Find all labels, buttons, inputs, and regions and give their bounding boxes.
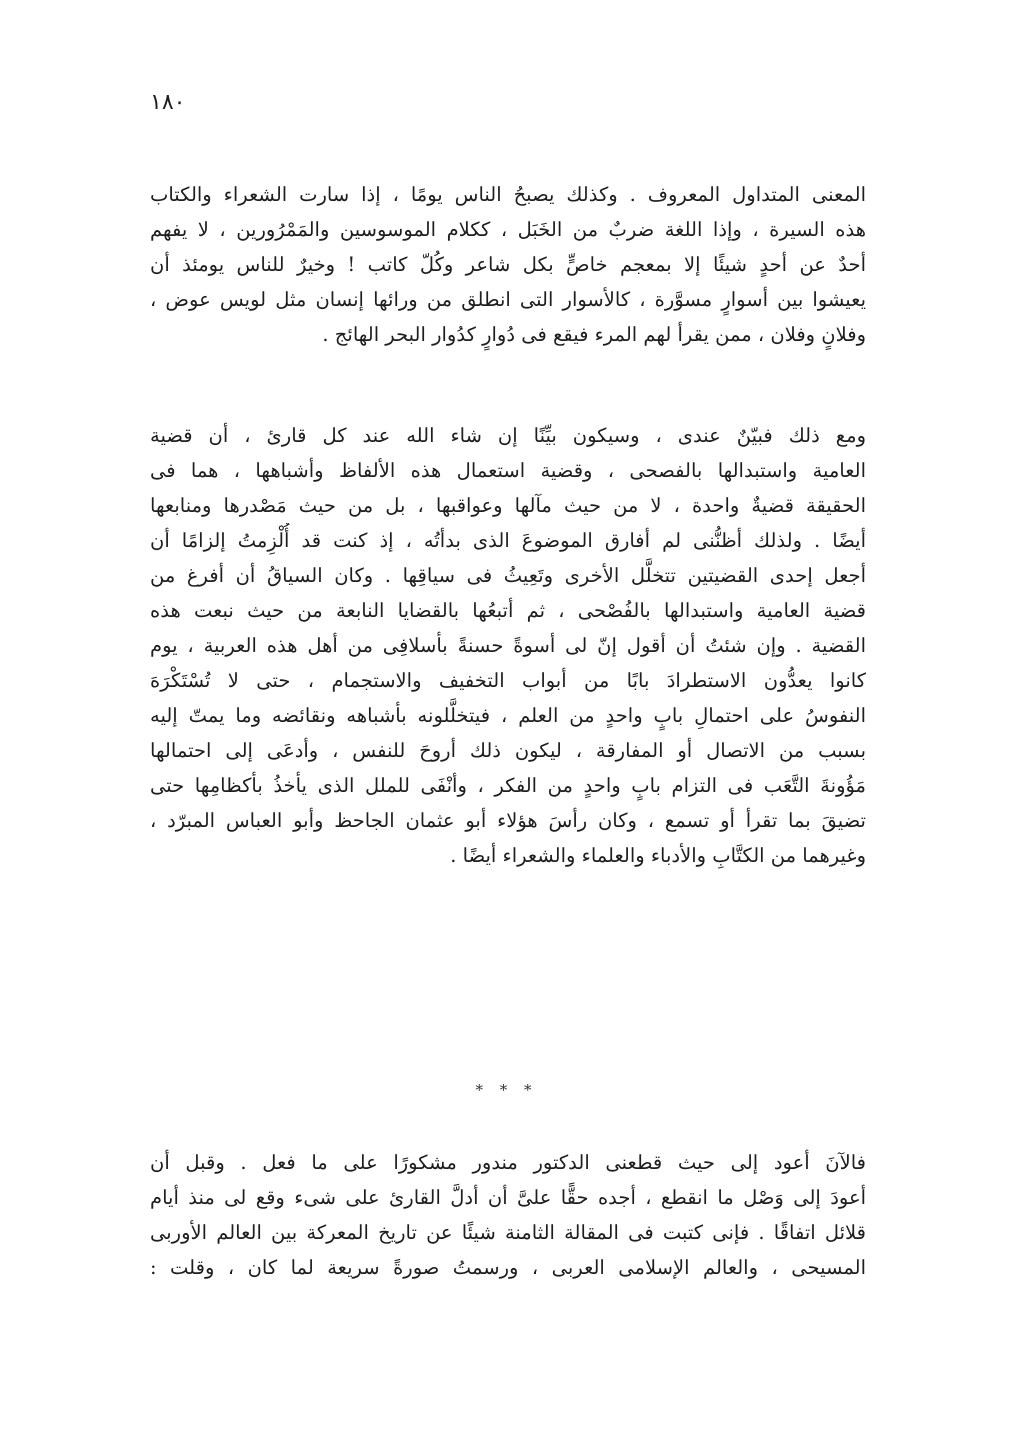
text-line: القضية . وإن شئتُ أن أقول إنّ لى أسوةً حسنةً بأسلافِى من أهل هذه العربية ، يوم [150, 634, 866, 657]
text-line: أيضًا . ولذلك أظنُّنى لم أفارق الموضوعَ الذى بدأتُه ، إذ كنت قد أُلْزِمتُ إلزامًا أن [150, 529, 866, 552]
paragraph-1 [150, 177, 866, 352]
text-line: أعودَ إلى وَصْل ما انقطع ، أجده حقًّا علىَّ أن أدلَّ القارئ على شىء وقع لى منذ أيام [150, 1186, 866, 1209]
paragraph-2 [150, 418, 866, 873]
paragraph-3 [150, 1145, 866, 1285]
text-line: المعنى المتداول المعروف . وكذلك يصبحُ الناس يومًا ، إذا سارت الشعراء والكتاب [150, 183, 866, 206]
section-separator: * * * [475, 1081, 538, 1099]
text-line: أحدٌ عن أحدٍ شيئًا إلا بمعجم خاصٍّ بكل شاعر وكُلّ كاتب ! وخيرٌ للناس يومئذ أن [150, 253, 866, 276]
text-line: ومع ذلك فبيّنٌ عندى ، وسيكون بيِّنًا إن شاء الله عند كل قارئ ، أن قضية [150, 424, 866, 447]
text-line: قلائل اتفاقًا . فإنى كتبت فى المقالة الثامنة شيئًا عن تاريخ المعركة بين العالم الأوربى [150, 1221, 866, 1244]
text-line: قضية العامية واستبدالها بالفُصْحى ، ثم أتبعُها بالقضايا النابعة من حيث نبعت هذه [150, 599, 866, 622]
text-line: وفلانٍ وفلان ، ممن يقرأ لهم المرء فيقع فى دُوارٍ كدُوار البحر الهائج . [322, 323, 866, 346]
text-line: وغيرهما من الكتَّابِ والأدباء والعلماء والشعراء أيضًا . [450, 844, 866, 867]
text-line: المسيحى ، والعالم الإسلامى العربى ، ورسمتُ صورةً سريعة لما كان ، وقلت : [150, 1256, 866, 1279]
text-line: الحقيقة قضيةٌ واحدة ، لا من حيث مآلها وعواقبها ، بل من حيث مَصْدرها ومنابعها [150, 494, 866, 517]
text-line: النفوسُ على احتمالِ بابٍ واحدٍ من العلم ، فيتخلَّلونه بأشباهه ونقائضه وما يمتّ إليه [150, 704, 866, 727]
text-line: أجعل إحدى القضيتين تتخلَّل الأخرى وتَعِيثُ فى سياقِها . وكان السياقُ أن أفرغ من [150, 564, 866, 587]
text-line: فالآنَ أعود إلى حيث قطعنى الدكتور مندور مشكورًا على ما فعل . وقبل أن [150, 1151, 866, 1174]
text-line: هذه السيرة ، وإذا اللغة ضربٌ من الخَبَل ، ككلام الموسوسين والمَمْرُورين ، لا يفهم [150, 218, 866, 241]
text-line: العامية واستبدالها بالفصحى ، وقضية استعمال هذه الألفاظ وأشباهها ، هما فى [150, 459, 866, 482]
text-line: تضيقَ بما تقرأ أو تسمع ، وكان رأسَ هؤلاء أبو عثمان الجاحظ وأبو العباس المبرّد ، [150, 809, 866, 832]
text-line: كانوا يعدُّون الاستطرادَ بابًا من أبواب التخفيف والاستجمام ، حتى لا تُسْتَكْرَهَ [150, 669, 866, 692]
text-line: يعيشوا بين أسوارٍ مسوَّرة ، كالأسوار التى انطلق من ورائها إنسان مثل لويس عوض ، [150, 288, 866, 311]
text-line: مَؤُونةَ التَّعَب فى التزام بابٍ واحدٍ من الفكر ، وأنْفَى للملل الذى يأخذُ بأكظامِها حتى [150, 774, 866, 797]
text-line: بسبب من الاتصال أو المفارقة ، ليكون ذلك أروحَ للنفس ، وأدعَى إلى احتمالها [150, 739, 866, 762]
page-number: ١٨٠ [150, 90, 186, 115]
